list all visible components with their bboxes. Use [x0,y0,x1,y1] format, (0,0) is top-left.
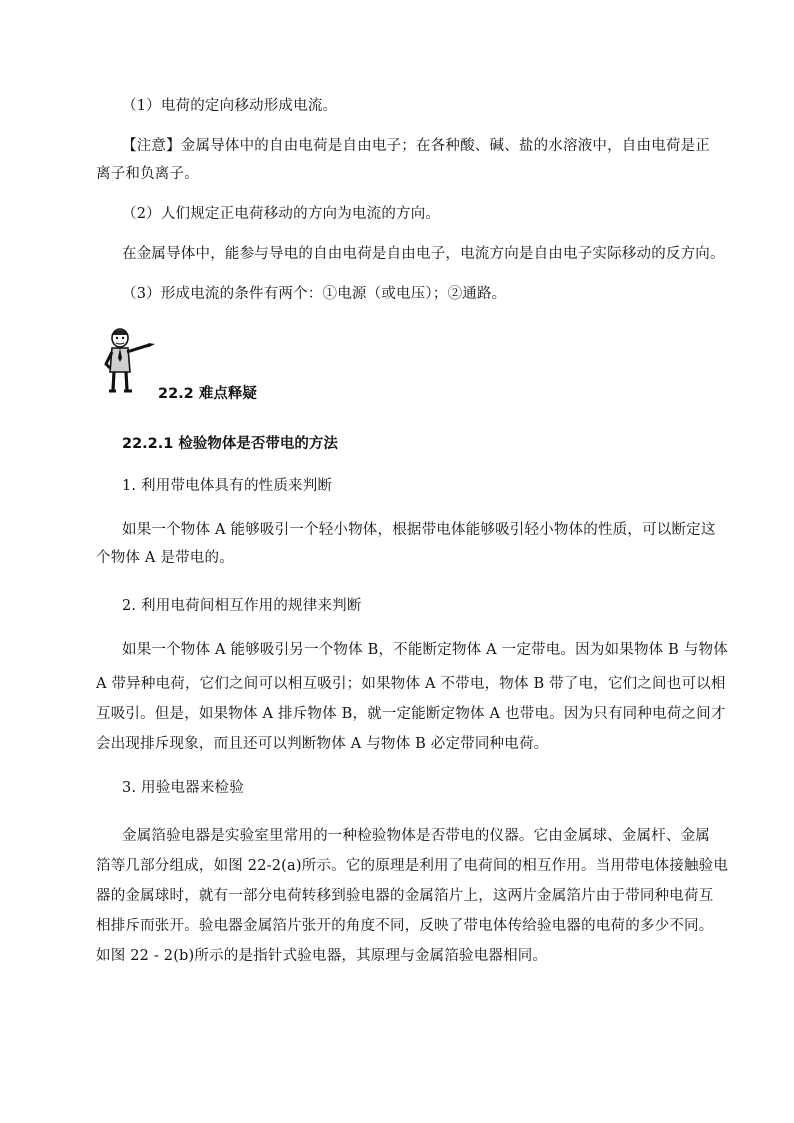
paragraph-1: （1）电荷的定向移动形成电流。 [122,98,338,114]
item-3-line-1: 金属箔验电器是实验室里常用的一种检验物体是否带电的仪器。它由金属球、金属杆、金属 [122,828,710,844]
item-3-line-2: 箔等几部分组成，如图 22-2(a)所示。它的原理是利用了电荷间的相互作用。当用带电体接触验电 [96,858,729,874]
item-1-line-1: 如果一个物体 A 能够吸引一个轻小物体，根据带电体能够吸引轻小物体的性质，可以断定这 [122,522,716,538]
item-2-line-1: 如果一个物体 A 能够吸引另一个物体 B，不能断定物体 A 一定带电。因为如果物体 B 与物体 [122,642,728,658]
section-title: 22.2 难点释疑 [158,386,257,402]
paragraph-2: （2）人们规定正电荷移动的方向为电流的方向。 [122,206,441,222]
item-1-title: 1. 利用带电体具有的性质来判断 [122,478,333,494]
item-3-line-3: 器的金属球时，就有一部分电荷转移到验电器的金属箔片上，这两片金属箔片由于带同种电荷互 [96,888,714,904]
item-1-line-2: 个物体 A 是带电的。 [96,550,234,566]
note-line-1: 【注意】金属导体中的自由电荷是自由电子；在各种酸、碱、盐的水溶液中，自由电荷是正 [122,138,710,154]
item-2-line-2: A 带异种电荷，它们之间可以相互吸引；如果物体 A 不带电，物体 B 带了电，它们之间也可以相 [96,676,726,692]
paragraph-4: （3）形成电流的条件有两个：①电源（或电压）；②通路。 [122,286,507,302]
subsection-title: 22.2.1 检验物体是否带电的方法 [122,436,338,452]
note-line-2: 离子和负离子。 [96,166,199,182]
item-2-line-3: 互吸引。但是，如果物体 A 排斥物体 B，就一定能断定物体 A 也带电。因为只有同种电荷之间才 [96,706,726,722]
item-3-line-4: 相排斥而张开。验电器金属箔片张开的角度不同，反映了带电体传给验电器的电荷的多少不同。 [96,918,714,934]
item-2-line-4: 会出现排斥现象，而且还可以判断物体 A 与物体 B 必定带同种电荷。 [96,736,549,752]
item-2-title: 2. 利用电荷间相互作用的规律来判断 [122,598,362,614]
pointing-man-icon [102,326,158,396]
item-3-line-5: 如图 22 - 2(b)所示的是指针式验电器，其原理与金属箔验电器相同。 [96,948,548,964]
paragraph-3: 在金属导体中，能参与导电的自由电荷是自由电子，电流方向是自由电子实际移动的反方向。 [122,246,725,262]
item-3-title: 3. 用验电器来检验 [122,780,244,796]
